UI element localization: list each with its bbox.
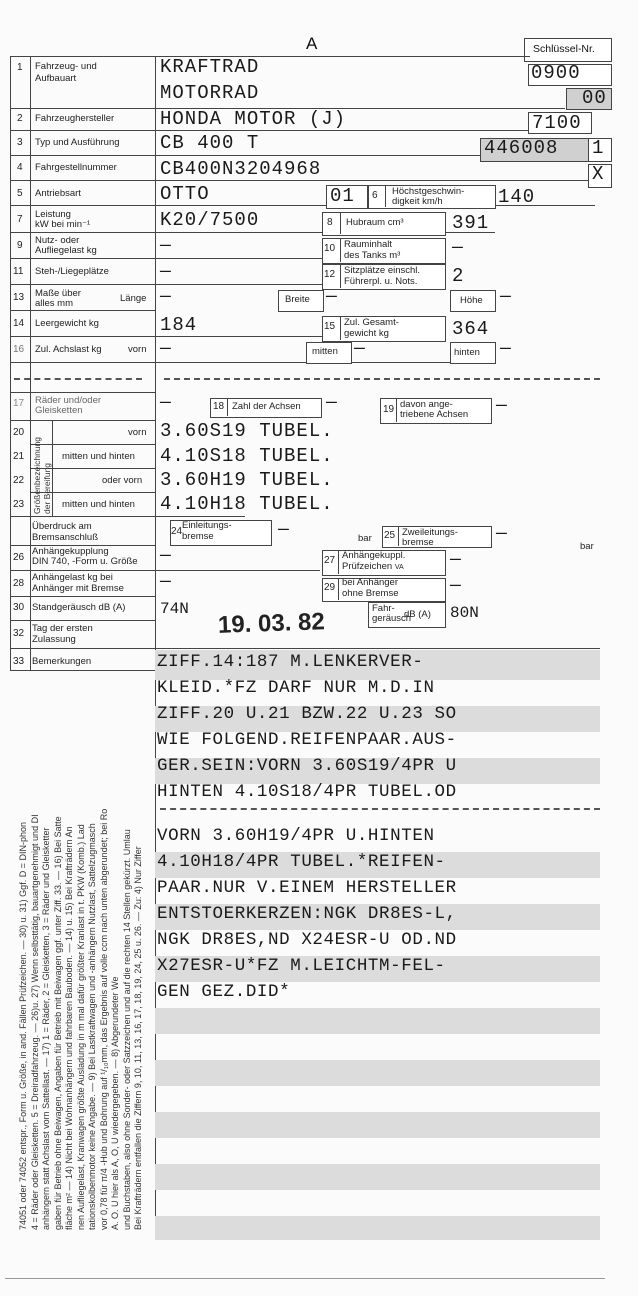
value-axle-count: — bbox=[326, 393, 338, 413]
value-hitch: — bbox=[160, 546, 172, 566]
row-number: 20 bbox=[13, 427, 25, 438]
value-height: — bbox=[500, 287, 512, 307]
remarks-line: PAAR.NUR V.EINEM HERSTELLER bbox=[157, 878, 457, 898]
label-driven-axles-2: triebene Achsen bbox=[400, 409, 469, 420]
field-number: 6 bbox=[372, 190, 378, 201]
value-empty-weight: 184 bbox=[160, 314, 198, 336]
value-line bbox=[155, 180, 588, 181]
row-line bbox=[10, 620, 155, 621]
box-18-divider bbox=[227, 398, 228, 416]
footnote-line: gaben für Betrieb ohne Beiwagen, Angaben für Betrieb mit Beiwagen ggf. unter Ziff. 33. — 16) Bei Satte bbox=[52, 816, 63, 1230]
label-width: Breite bbox=[285, 294, 310, 305]
remarks-line: ZIFF.20 U.21 BZW.22 U.23 SO bbox=[157, 704, 457, 724]
grid-top-border bbox=[10, 56, 530, 57]
label-trailer-load: Anhängelast kg bei bbox=[32, 572, 113, 583]
row-number: 16 bbox=[13, 344, 25, 355]
value-line bbox=[155, 155, 480, 156]
label-driven-axles: davon ange- bbox=[400, 399, 453, 410]
label-payload-2: Aufliegelast kg bbox=[35, 245, 97, 256]
value-driving-noise: 80N bbox=[450, 604, 479, 622]
dashed-separator bbox=[14, 378, 142, 380]
row-line bbox=[10, 362, 155, 363]
row-line bbox=[10, 258, 155, 259]
label-vehicle-type: Fahrzeug- und bbox=[35, 61, 97, 72]
row-number: 9 bbox=[17, 240, 23, 251]
label-standing-noise: Standgeräusch dB (A) bbox=[32, 602, 126, 613]
field-number: 29 bbox=[324, 582, 336, 593]
label-gross-weight-2: gewicht kg bbox=[344, 328, 389, 339]
row-line bbox=[10, 155, 155, 156]
value-line bbox=[155, 570, 320, 571]
box-10-divider bbox=[340, 238, 341, 262]
key-type: 446008 bbox=[484, 137, 559, 159]
value-driven-axles: — bbox=[496, 396, 508, 416]
label-places: Steh-/Liegeplätze bbox=[35, 266, 109, 277]
label-seats-2: Führerpl. u. Nots. bbox=[344, 276, 418, 287]
footnote-line: nen Aufliegelast, Kranwagen größte Ausladung in m mal dafür größter Kranlast in t. PKW (Komb.) Lad bbox=[75, 824, 86, 1230]
label-axle-load: Zul. Achslast kg bbox=[35, 344, 102, 355]
row-number: 7 bbox=[17, 214, 23, 225]
box-29-divider bbox=[338, 578, 339, 600]
key-vehicle-type-2: 00 bbox=[582, 87, 607, 109]
footnote-line: vor 0,78 für π/4 -Hub und Bohrung auf ¹/₁₀mm, das Ergebnis auf volle ccm nach unten abgerundet; bei Ro bbox=[98, 808, 109, 1230]
row-line bbox=[10, 570, 155, 571]
field-number: 25 bbox=[384, 530, 396, 541]
row-line bbox=[10, 596, 155, 597]
box-12-divider bbox=[340, 264, 341, 288]
label-brake-pressure-2: Bremsanschluß bbox=[32, 532, 98, 543]
field-number: 24 bbox=[171, 526, 183, 537]
label-displacement: Hubraum cm³ bbox=[346, 217, 404, 228]
label-tire-front: vorn bbox=[128, 427, 147, 438]
label-driving-noise-unit: dB (A) bbox=[404, 609, 431, 620]
unit-bar: bar bbox=[358, 533, 372, 544]
label-hitch-2: DIN 740, -Form u. Größe bbox=[32, 556, 138, 567]
footnotes bbox=[18, 670, 145, 1230]
field-number: 15 bbox=[324, 321, 336, 332]
label-dual-line-brake: Zweileitungs- bbox=[402, 527, 458, 538]
value-type: CB 400 T bbox=[160, 132, 260, 154]
label-tire-rear: mitten und hinten bbox=[62, 451, 135, 462]
row-line bbox=[10, 392, 155, 393]
value-tire-rear-alt: 4.10H18 TUBEL. bbox=[160, 493, 334, 515]
first-registration-stamp: 19. 03. 82 bbox=[217, 608, 326, 639]
value-tire-front-alt: 3.60H19 TUBEL. bbox=[160, 469, 334, 491]
label-first-registration: Tag der ersten bbox=[32, 623, 93, 634]
row-line bbox=[10, 130, 155, 131]
box-6-divider bbox=[385, 185, 386, 207]
label-trailer-no-brake: bei Anhänger bbox=[342, 577, 398, 588]
footnote-line: Bei Krafträdern entfallen die Ziffern 9, 10, 11, 13, 16, 17, 18, 19, 24, 25 u. 26. — Zu: 4) Nur Ziffer bbox=[133, 846, 143, 1230]
label-vehicle-type-2: Aufbauart bbox=[35, 73, 77, 84]
footnote-line: fläche m² — 14) Nicht bei Wohnanhängern und fahrbaren Bauboden. — 14) u. 15) Bei Krafträdern An bbox=[64, 826, 74, 1230]
key-drive-type: 01 bbox=[330, 185, 355, 207]
row-number: 23 bbox=[13, 499, 25, 510]
label-tank: Rauminhalt bbox=[344, 239, 393, 250]
footnote-line: tationskolbenmotor keine Angabe. — 9) Bei Lastkraftwagen und -anhängern Nutzlast, Sattelzugmasch bbox=[87, 823, 97, 1230]
value-top-speed: 140 bbox=[498, 186, 536, 208]
form-letter: A bbox=[306, 34, 318, 53]
box-25-divider bbox=[398, 526, 399, 546]
row-number: 3 bbox=[17, 137, 23, 148]
label-first-registration-2: Zulassung bbox=[32, 634, 76, 645]
label-length: Länge bbox=[120, 293, 147, 304]
row-line bbox=[10, 180, 155, 181]
row-number: 32 bbox=[13, 628, 25, 639]
grid-num-divider bbox=[30, 56, 31, 670]
value-tank: — bbox=[452, 238, 464, 258]
label-brake-pressure: Überdruck am bbox=[32, 521, 92, 532]
label-hitch: Anhängekupplung bbox=[32, 546, 109, 557]
label-dimensions-2: alles mm bbox=[35, 298, 74, 309]
key-vehicle-type: 0900 bbox=[531, 62, 581, 84]
row-line bbox=[10, 205, 155, 206]
row-number: 4 bbox=[17, 162, 23, 173]
label-single-line-brake-2: bremse bbox=[182, 531, 214, 542]
value-vehicle-type: KRAFTRAD bbox=[160, 56, 260, 78]
shade-band bbox=[155, 1112, 600, 1138]
row-line bbox=[10, 420, 155, 421]
value-vehicle-type-2: MOTORRAD bbox=[160, 82, 260, 104]
label-top-speed: Höchstgeschwin- bbox=[392, 186, 465, 197]
label-empty-weight: Leergewicht kg bbox=[35, 318, 99, 329]
remarks-line: KLEID.*FZ DARF NUR M.D.IN bbox=[157, 678, 435, 698]
dashed-separator bbox=[160, 808, 600, 810]
value-drive-type: OTTO bbox=[160, 183, 210, 205]
row-line bbox=[10, 516, 155, 517]
label-axle-count: Zahl der Achsen bbox=[232, 401, 301, 412]
box-27-divider bbox=[338, 550, 339, 574]
remarks-line: NGK DR8ES,ND X24ESR-U OD.ND bbox=[157, 930, 457, 950]
field-number: 12 bbox=[324, 269, 336, 280]
field-number: 10 bbox=[324, 243, 336, 254]
value-places: — bbox=[160, 262, 172, 282]
tire-group-divider bbox=[52, 420, 53, 516]
tire-group-label bbox=[33, 437, 52, 514]
row-number: 28 bbox=[13, 578, 25, 589]
label-payload: Nutz- oder bbox=[35, 235, 80, 246]
label-vin: Fahrgestellnummer bbox=[35, 162, 117, 173]
value-displacement: 391 bbox=[452, 212, 490, 234]
shade-band bbox=[155, 1164, 600, 1190]
label-type: Typ und Ausführung bbox=[35, 137, 120, 148]
row-number: 11 bbox=[13, 266, 24, 277]
footnote-line: anhängern statt Achslast vorn Sattellast. — 17) 1 = Räder, 2 = Gleisketten, 3 = Räder und Gleisketter bbox=[41, 827, 51, 1230]
value-standing-noise: 74N bbox=[160, 600, 189, 618]
shade-band bbox=[155, 1060, 600, 1086]
value-hitch-mark: — bbox=[450, 550, 462, 570]
row-line bbox=[10, 284, 155, 285]
row-number: 26 bbox=[13, 552, 25, 563]
label-remarks: Bemerkungen bbox=[32, 656, 92, 667]
row-number: 21 bbox=[13, 451, 25, 462]
value-line bbox=[155, 648, 600, 649]
row-number: 30 bbox=[13, 602, 25, 613]
label-height: Höhe bbox=[460, 295, 483, 306]
bottom-rule bbox=[5, 1278, 605, 1279]
row-number: 1 bbox=[17, 62, 23, 73]
value-single-line-brake: — bbox=[278, 520, 290, 540]
label-wheels-2: Gleisketten bbox=[35, 405, 83, 416]
row-number: 5 bbox=[17, 188, 23, 199]
tire-group-label-2: der Bereifung bbox=[41, 462, 52, 514]
label-hitch-mark: Anhängekuppl. bbox=[342, 550, 406, 561]
grid-left-border bbox=[10, 56, 11, 670]
value-length: — bbox=[160, 287, 172, 307]
label-wheels: Räder und/oder bbox=[35, 395, 102, 406]
unit-bar: bar bbox=[580, 541, 594, 552]
remarks-line: WIE FOLGEND.REIFENPAAR.AUS- bbox=[157, 730, 457, 750]
box-15-divider bbox=[340, 316, 341, 340]
label-seats: Sitzplätze einschl. bbox=[344, 265, 421, 276]
field-number: 18 bbox=[213, 401, 225, 412]
row-line bbox=[10, 310, 155, 311]
label-driving-noise: Fahr- bbox=[372, 603, 395, 614]
value-line bbox=[155, 130, 528, 131]
footnote-line: 4 = Räder oder Gleisketten. 5 = Dreiradfahrzeug. — 26)u. 27) Wenn selbsttätig, bauartgenehmigt und DI bbox=[29, 814, 40, 1230]
label-power-2: kW bei min⁻¹ bbox=[35, 219, 91, 230]
label-single-line-brake: Einleitungs- bbox=[182, 520, 232, 531]
label-manufacturer: Fahrzeughersteller bbox=[35, 113, 115, 124]
value-axle-rear: — bbox=[500, 339, 512, 359]
field-number: 19 bbox=[383, 404, 395, 415]
row-number: 33 bbox=[13, 656, 25, 667]
label-axle-middle: mitten bbox=[312, 346, 338, 357]
row-line bbox=[10, 336, 155, 337]
label-hitch-mark-va: VA bbox=[394, 564, 404, 571]
value-payload: — bbox=[160, 236, 172, 256]
remarks-line: 4.10H18/4PR TUBEL.*REIFEN- bbox=[157, 852, 446, 872]
footnote-line: 74051 oder 74052 entspr., Form u. Größe, in and. Fällen Prüfzeichen. — 30) u. 31) Ggf. D = DIN-phon bbox=[18, 822, 28, 1230]
label-trailer-no-brake-2: ohne Bremse bbox=[342, 588, 399, 599]
dashed-separator bbox=[164, 378, 600, 380]
label-trailer-load-2: Anhänger mit Bremse bbox=[32, 583, 124, 594]
remarks-line: ENTSTOERKERZEN:NGK DR8ES-L, bbox=[157, 904, 457, 924]
value-dual-line-brake: — bbox=[496, 524, 508, 544]
label-dual-line-brake-2: bremse bbox=[402, 537, 434, 548]
row-line bbox=[10, 648, 155, 649]
remarks-line: HINTEN 4.10S18/4PR TUBEL.OD bbox=[157, 782, 457, 802]
value-axle-middle: — bbox=[354, 339, 366, 359]
row-number: 14 bbox=[13, 318, 25, 329]
value-power: K20/7500 bbox=[160, 209, 260, 231]
shade-band bbox=[155, 1216, 600, 1240]
label-tire-rear-alt: mitten und hinten bbox=[62, 499, 135, 510]
field-number: 8 bbox=[327, 217, 333, 228]
label-axle-front: vorn bbox=[128, 344, 147, 355]
value-gross-weight: 364 bbox=[452, 318, 490, 340]
value-seats: 2 bbox=[452, 265, 465, 287]
label-top-speed-2: digkeit km/h bbox=[392, 196, 443, 207]
shade-band bbox=[155, 1008, 600, 1034]
value-tire-front: 3.60S19 TUBEL. bbox=[160, 420, 334, 442]
value-wheels: — bbox=[160, 393, 172, 413]
label-dimensions: Maße über bbox=[35, 288, 81, 299]
row-number: 2 bbox=[17, 113, 23, 124]
remarks-line: GER.SEIN:VORN 3.60S19/4PR U bbox=[157, 756, 457, 776]
value-manufacturer: HONDA MOTOR (J) bbox=[160, 108, 347, 130]
row-number: 13 bbox=[13, 292, 25, 303]
value-trailer-no-brake: — bbox=[450, 576, 462, 596]
label-hitch-mark-text: Prüfzeichen bbox=[342, 561, 393, 572]
key-type-2: 1 bbox=[592, 137, 605, 159]
remarks-line: VORN 3.60H19/4PR U.HINTEN bbox=[157, 826, 435, 846]
label-power: Leistung bbox=[35, 209, 71, 220]
footnote-line: und Buchstaben, also ohne Sonder- oder Satzzeichen und auf die rechten 14 Stellen gekürzt. Umlau bbox=[121, 829, 132, 1230]
footnote-line: A. O. U hier als A, O, U wiedergegeben. — 8) Abgerundeter We bbox=[110, 976, 120, 1230]
value-trailer-load: — bbox=[160, 572, 172, 592]
key-vin: X bbox=[592, 163, 605, 185]
remarks-line: ZIFF.14:187 M.LENKERVER- bbox=[157, 652, 424, 672]
label-axle-rear: hinten bbox=[454, 347, 480, 358]
label-tire-front-alt: oder vorn bbox=[102, 475, 143, 486]
remarks-line: GEN GEZ.DID* bbox=[157, 982, 291, 1002]
label-drive-type: Antriebsart bbox=[35, 188, 81, 199]
box-19-divider bbox=[396, 398, 397, 422]
value-line bbox=[155, 516, 245, 517]
row-number: 22 bbox=[13, 475, 25, 486]
label-driving-noise-2: geräusch bbox=[372, 613, 412, 624]
value-vin: CB400N3204968 bbox=[160, 158, 322, 180]
label-gross-weight: Zul. Gesamt- bbox=[344, 317, 399, 328]
tire-group-label-1: Größenbezeichnung bbox=[32, 436, 42, 514]
box-8-divider bbox=[340, 212, 341, 234]
value-width: — bbox=[326, 287, 338, 307]
value-tire-rear: 4.10S18 TUBEL. bbox=[160, 445, 334, 467]
field-number: 27 bbox=[324, 555, 336, 566]
row-line bbox=[10, 232, 155, 233]
key-number-header-label: Schlüssel-Nr. bbox=[533, 43, 595, 55]
remarks-line: X27ESR-U*FZ M.LEICHTM-FEL- bbox=[157, 956, 446, 976]
value-axle-front: — bbox=[160, 339, 172, 359]
row-line bbox=[10, 108, 155, 109]
key-manufacturer: 7100 bbox=[532, 112, 582, 134]
row-number: 17 bbox=[13, 398, 25, 409]
label-tank-2: des Tanks m³ bbox=[344, 250, 401, 261]
label-hitch-mark-2 bbox=[342, 562, 404, 573]
